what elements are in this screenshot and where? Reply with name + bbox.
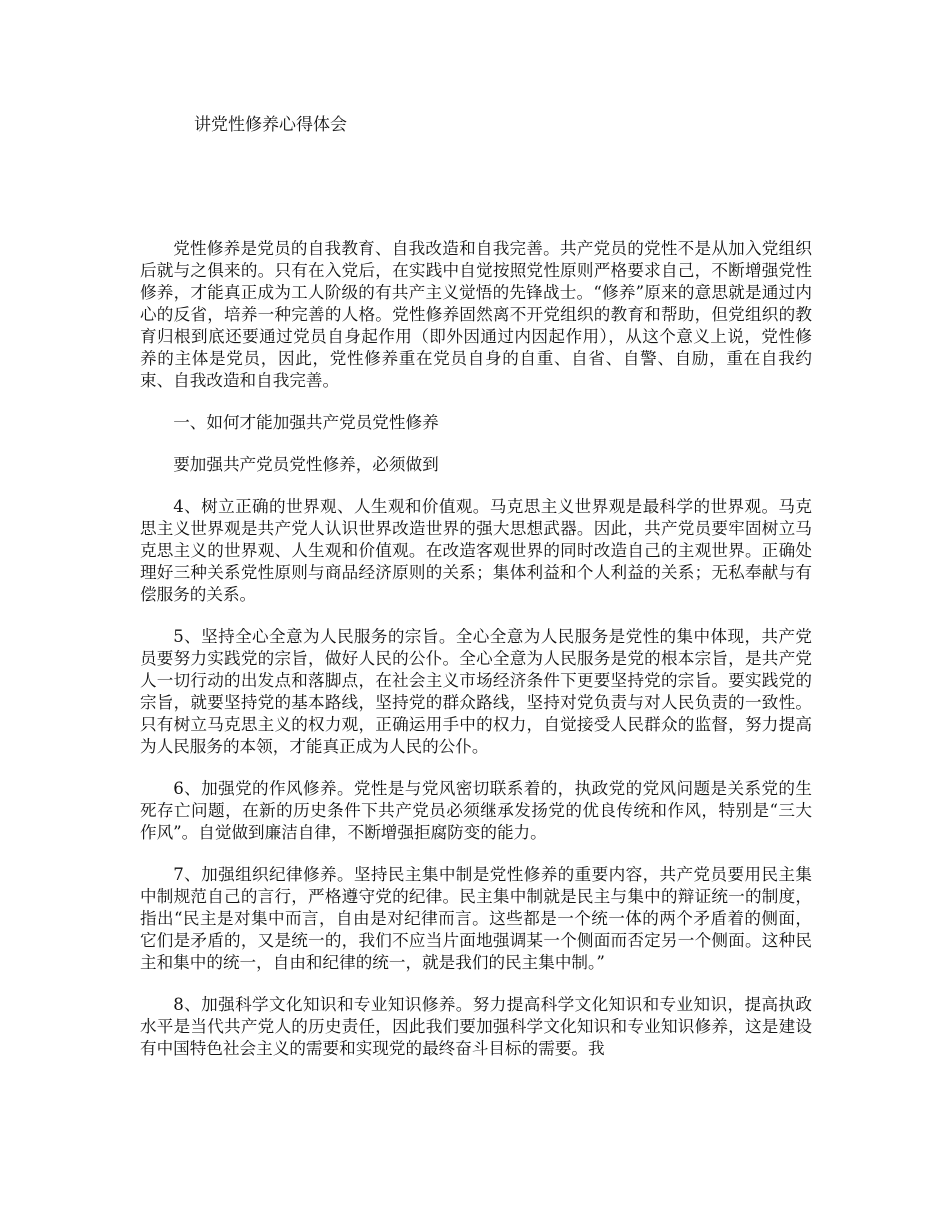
point-7-paragraph: 7、加强组织纪律修养。坚持民主集中制是党性修养的重要内容，共产党员要用民主集中制规范自己的言行，严格遵守党的纪律。民主集中制就是民主与集中的辩证统一的制度，指出“民主是对集中而言，自由是对纪律而言。这些都是一个统一体的两个矛盾着的侧面，它们是矛盾的，又是统一的，我们不应当片面地强调某一个侧面而否定另一个侧面。这种民主和集中的统一，自由和纪律的统一，就是我们的民主集中制。” (140, 865, 812, 972)
document-body (140, 238, 812, 1080)
document-title: 讲党性修养心得体会 (194, 115, 347, 135)
point-4-paragraph: 4、树立正确的世界观、人生观和价值观。马克思主义世界观是最科学的世界观。马克思主义世界观是共产党人认识世界改造世界的强大思想武器。因此，共产党员要牢固树立马克思主义的世界观、人生观和价值观。在改造客观世界的同时改造自己的主观世界。正确处理好三种关系党性原则与商品经济原则的关系；集体利益和个人利益的关系；无私奉献与有偿服务的关系。 (140, 497, 812, 604)
point-5-paragraph: 5、坚持全心全意为人民服务的宗旨。全心全意为人民服务是党性的集中体现，共产党员要努力实践党的宗旨，做好人民的公仆。全心全意为人民服务是党的根本宗旨，是共产党人一切行动的出发点和落脚点，在社会主义市场经济条件下更要坚持党的宗旨。要实践党的宗旨，就要坚持党的基本路线，坚持党的群众路线，坚持对党负责与对人民负责的一致性。只有树立马克思主义的权力观，正确运用手中的权力，自觉接受人民群众的监督，努力提高为人民服务的本领，才能真正成为人民的公仆。 (140, 627, 812, 756)
lead-in-paragraph: 要加强共产党员党性修养，必须做到 (173, 455, 439, 474)
point-6-paragraph: 6、加强党的作风修养。党性是与党风密切联系着的，执政党的党风问题是关系党的生死存亡问题，在新的历史条件下共产党员必须继承发扬党的优良传统和作风，特别是“三大作风”。自觉做到廉洁自律，不断增强拒腐防变的能力。 (140, 779, 812, 842)
intro-paragraph: 党性修养是党员的自我教育、自我改造和自我完善。共产党员的党性不是从加入党组织后就与之俱来的。只有在入党后，在实践中自觉按照党性原则严格要求自己，不断增强党性修养，才能真正成为工人阶级的有共产主义觉悟的先锋战士。“修养”原来的意思就是通过内心的反省，培养一种完善的人格。党性修养固然离不开党组织的教育和帮助，但党组织的教育归根到底还要通过党员自身起作用（即外因通过内因起作用），从这个意义上说，党性修养的主体是党员，因此，党性修养重在党员自身的自重、自省、自警、自励，重在自我约束、自我改造和自我完善。 (140, 239, 812, 390)
point-8-paragraph: 8、加强科学文化知识和专业知识修养。努力提高科学文化知识和专业知识，提高执政水平是当代共产党人的历史责任，因此我们要加强科学文化知识和专业知识修养，这是建设有中国特色社会主义的需要和实现党的最终奋斗目标的需要。我 (140, 995, 812, 1058)
section-heading: 一、如何才能加强共产党员党性修养 (173, 413, 439, 432)
